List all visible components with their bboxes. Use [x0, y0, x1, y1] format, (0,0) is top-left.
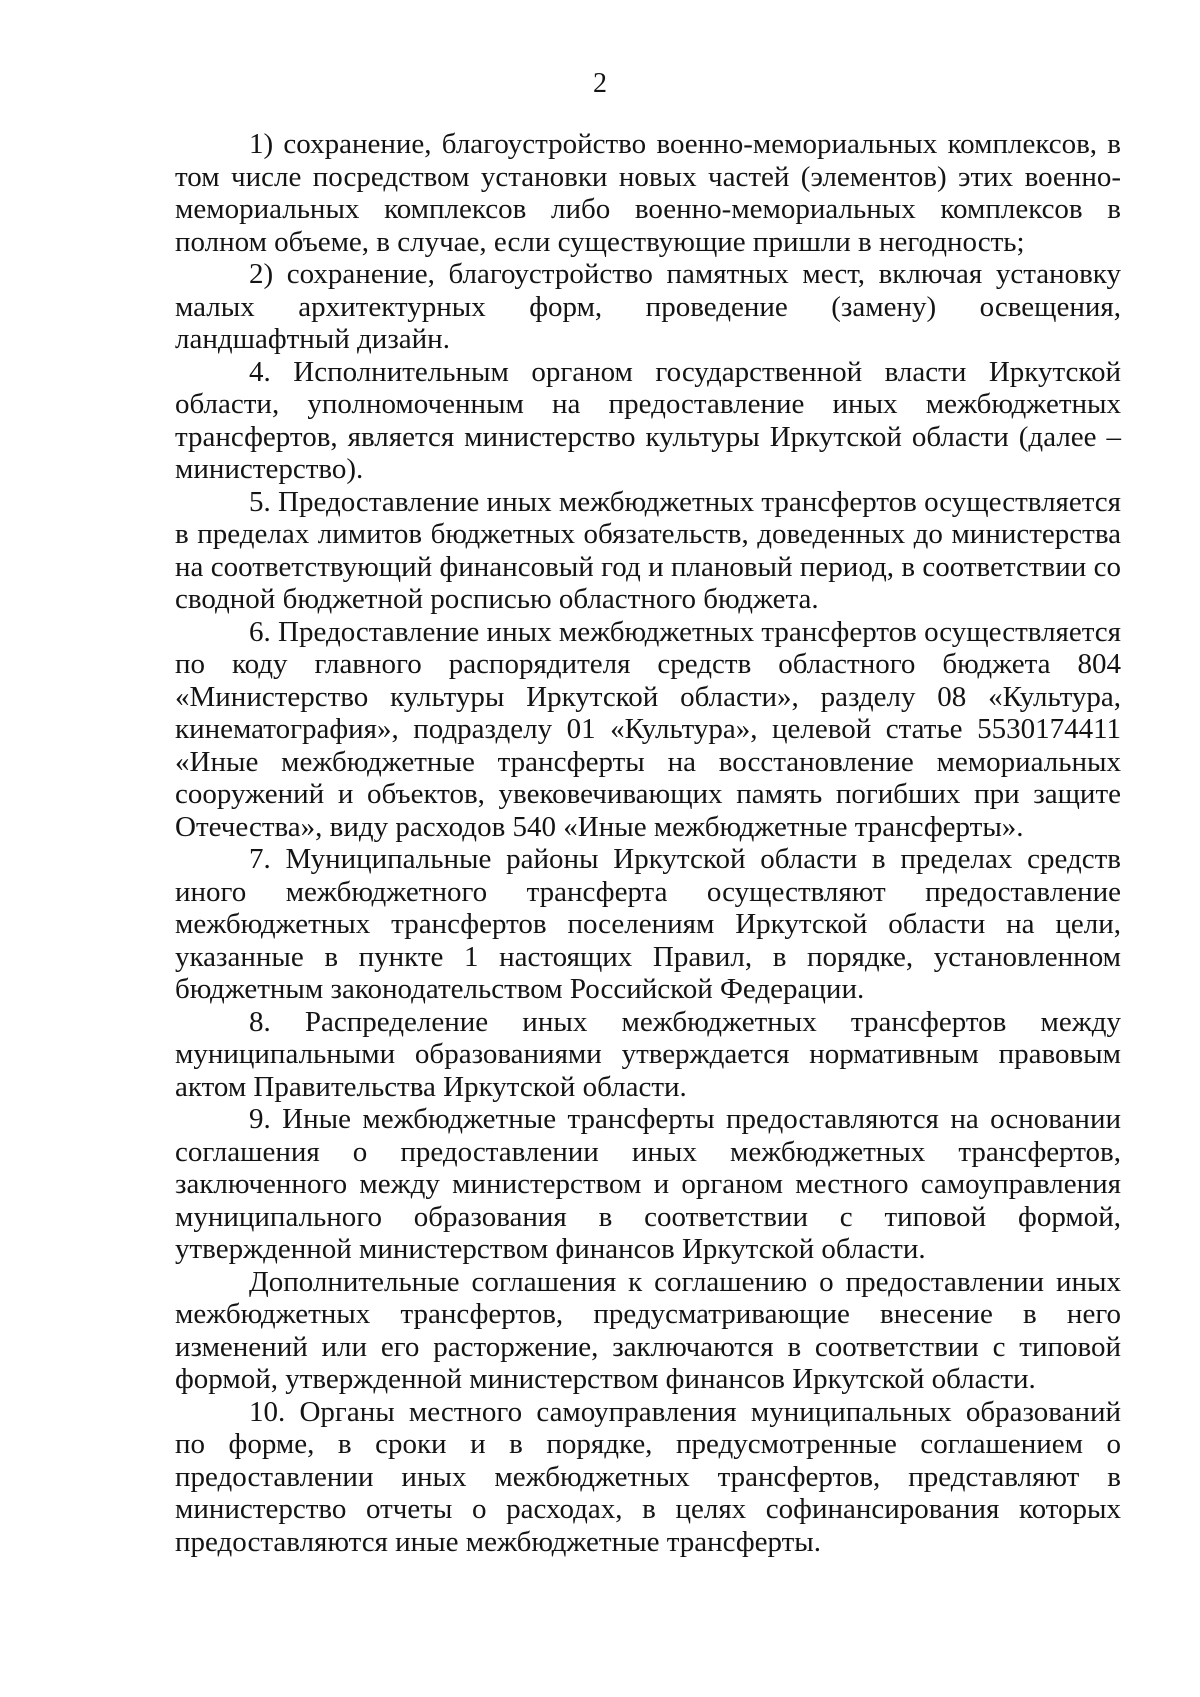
paragraph-section-5: 5. Предоставление иных межбюджетных трансфертов осуществляется в пределах лимитов бюджетных обязательств, доведенных до министерства на соответствующий финансовый год и плановый период, в соответствии со сводной бюджетной росписью областного бюджета.: [175, 485, 1121, 615]
paragraph-section-4: 4. Исполнительным органом государственной власти Иркутской области, уполномоченным на предоставление иных межбюджетных трансфертов, является министерство культуры Иркутской области (далее – министерство).: [175, 355, 1121, 485]
paragraph-section-6: 6. Предоставление иных межбюджетных трансфертов осуществляется по коду главного распорядителя средств областного бюджета 804 «Министерство культуры Иркутской области», разделу 08 «Культура, кинематография», подразделу 01 «Культура», целевой статье 5530174411 «Иные межбюджетные трансферты на восстановление мемориальных сооружений и объектов, увековечивающих память погибших при защите Отечества», виду расходов 540 «Иные межбюджетные трансферты».: [175, 615, 1121, 843]
paragraph-item-1: 1) сохранение, благоустройство военно-мемориальных комплексов, в том числе посредством установки новых частей (элементов) этих военно-мемориальных комплексов либо военно-мемориальных комплексов в полном объеме, в случае, если существующие пришли в негодность;: [175, 128, 1121, 258]
paragraph-section-8: 8. Распределение иных межбюджетных трансфертов между муниципальными образованиями утверждается нормативным правовым актом Правительства Иркутской области.: [175, 1005, 1121, 1103]
paragraph-section-7: 7. Муниципальные районы Иркутской области в пределах средств иного межбюджетного трансферта осуществляют предоставление межбюджетных трансфертов поселениям Иркутской области на цели, указанные в пункте 1 настоящих Правил, в порядке, установленном бюджетным законодательством Российской Федерации.: [175, 843, 1121, 1005]
paragraph-item-2: 2) сохранение, благоустройство памятных мест, включая установку малых архитектурных форм, проведение (замену) освещения, ландшафтный дизайн.: [175, 258, 1121, 355]
page-number: 2: [593, 68, 607, 99]
document-body: [175, 128, 1121, 1558]
paragraph-section-9-additional: Дополнительные соглашения к соглашению о предоставлении иных межбюджетных трансфертов, предусматривающие внесение в него изменений или его расторжение, заключаются в соответствии с типовой формой, утвержденной министерством финансов Иркутской области.: [175, 1265, 1121, 1395]
paragraph-section-10: 10. Органы местного самоуправления муниципальных образований по форме, в сроки и в порядке, предусмотренные соглашением о предоставлении иных межбюджетных трансфертов, представляют в министерство отчеты о расходах, в целях софинансирования которых предоставляются иные межбюджетные трансферты.: [175, 1395, 1121, 1558]
paragraph-section-9: 9. Иные межбюджетные трансферты предоставляются на основании соглашения о предоставлении иных межбюджетных трансфертов, заключенного между министерством и органом местного самоуправления муниципального образования в соответствии с типовой формой, утвержденной министерством финансов Иркутской области.: [175, 1103, 1121, 1265]
